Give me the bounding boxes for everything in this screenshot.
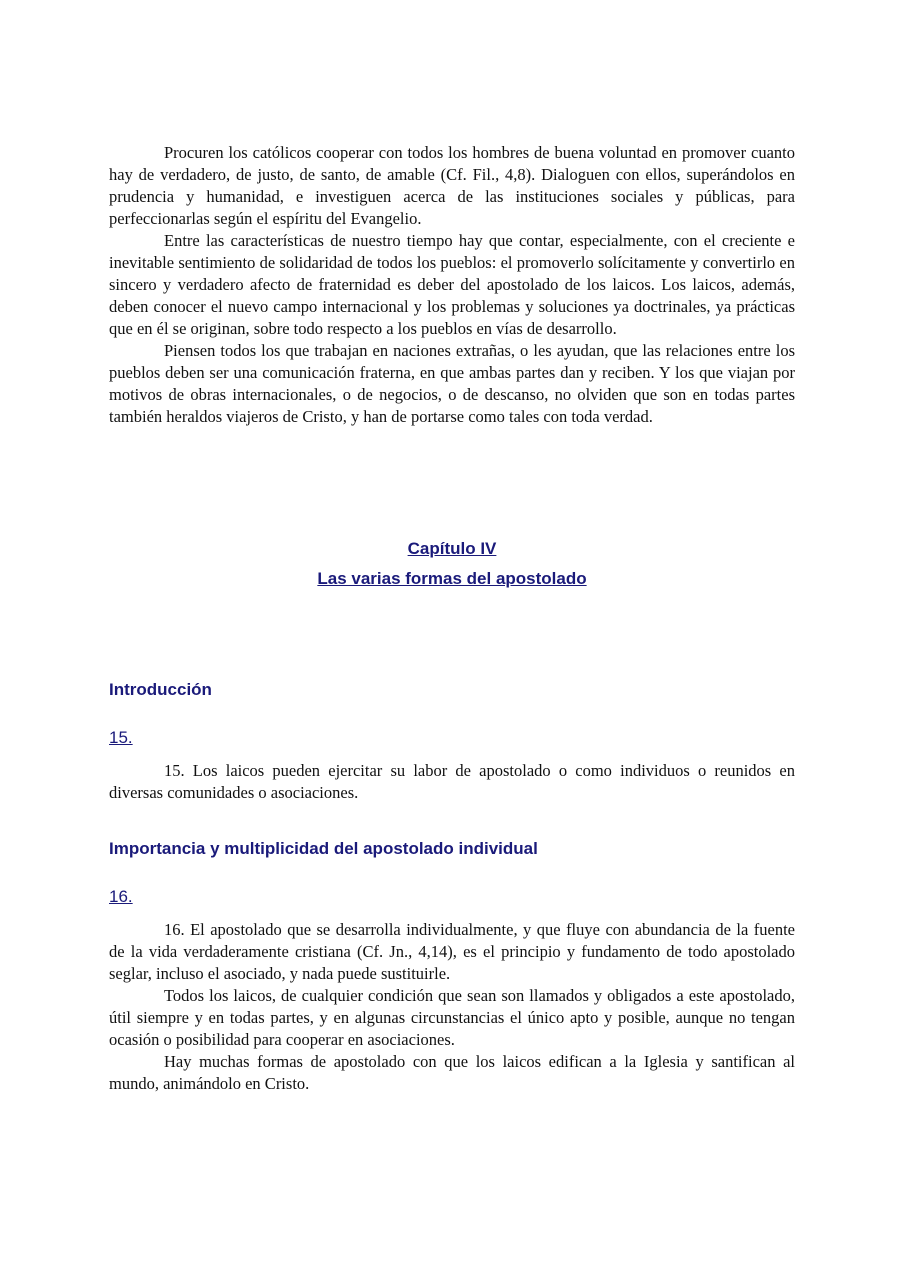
body-paragraph: Entre las características de nuestro tiempo hay que contar, especialmente, con el creciente e inevitable sentimiento de solidaridad de todos los pueblos: el promoverlo solícitamente y convertirlo en sincero y verdadero afecto de fraternidad es deber del apostolado de los laicos. Los laicos, además, deben conocer el nuevo campo internacional y los problemas y soluciones ya doctrinales, ya prácticas que en él se originan, sobre todo respecto a los pueblos en vías de desarrollo. bbox=[109, 231, 795, 338]
section-heading-importancia: Importancia y multiplicidad del apostolado individual bbox=[109, 839, 538, 858]
chapter-number-link[interactable]: Capítulo IV bbox=[407, 539, 497, 558]
body-paragraph: Procuren los católicos cooperar con todos los hombres de buena voluntad en promover cuanto hay de verdadero, de justo, de santo, de amable (Cf. Fil., 4,8). Dialoguen con ellos, superándolos en prudencia y humanidad, e investiguen acerca de las instituciones sociales y públicas, para perfeccionarlas según el espíritu del Evangelio. bbox=[109, 143, 795, 228]
item-number-link-15[interactable]: 15. bbox=[109, 728, 133, 747]
item-number-link-16[interactable]: 16. bbox=[109, 887, 133, 906]
body-paragraph: Piensen todos los que trabajan en naciones extrañas, o les ayudan, que las relaciones entre los pueblos deben ser una comunicación fraterna, en que ambas partes dan y reciben. Y los que viajan por motivos de obras internacionales, o de negocios, o de descanso, no olviden que son en todas partes también heraldos viajeros de Cristo, y han de portarse como tales con toda verdad. bbox=[109, 341, 795, 426]
body-paragraph: Hay muchas formas de apostolado con que los laicos edifican a la Iglesia y santifican al mundo, animándolo en Cristo. bbox=[109, 1052, 795, 1093]
body-paragraph: 16. El apostolado que se desarrolla individualmente, y que fluye con abundancia de la fuente de la vida verdaderamente cristiana (Cf. Jn., 4,14), es el principio y fundamento de todo apostolado seglar, incluso el asociado, y nada puede sustituirle. bbox=[109, 920, 795, 983]
section-heading-introduccion: Introducción bbox=[109, 680, 212, 699]
chapter-header bbox=[109, 534, 795, 594]
body-paragraph: Todos los laicos, de cualquier condición que sean son llamados y obligados a este apostolado, útil siempre y en todas partes, y en algunas circunstancias el único apto y posible, aunque no tengan ocasión o posibilidad para cooperar en asociaciones. bbox=[109, 986, 795, 1049]
body-paragraph: 15. Los laicos pueden ejercitar su labor de apostolado o como individuos o reunidos en diversas comunidades o asociaciones. bbox=[109, 761, 795, 802]
chapter-title-link[interactable]: Las varias formas del apostolado bbox=[317, 569, 587, 588]
document-page bbox=[109, 142, 795, 1095]
